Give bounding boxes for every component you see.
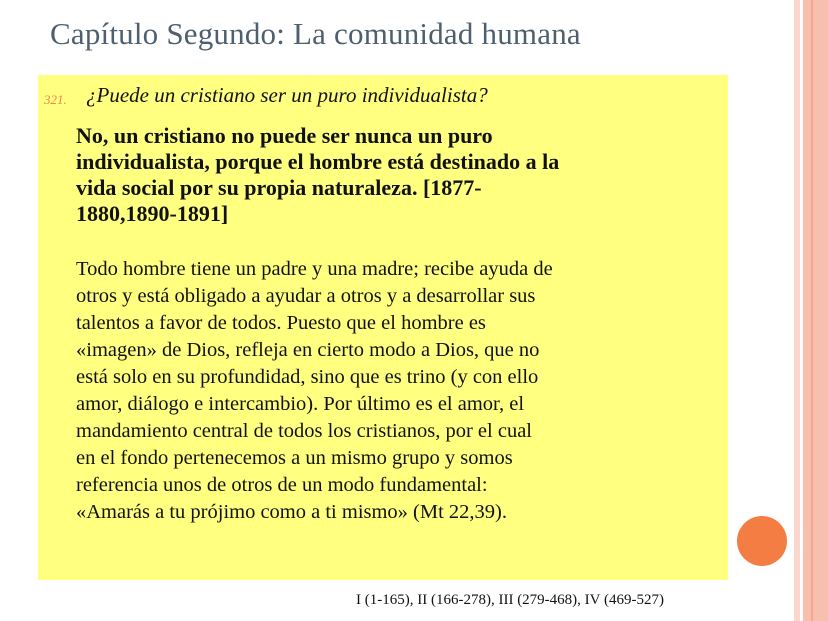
content-box (38, 75, 728, 580)
answer-line: No, un cristiano no puede ser nunca un puro (76, 123, 493, 148)
explanation-line: «imagen» de Dios, refleja en cierto modo a Dios, que no (76, 339, 540, 361)
answer-line: 1880,1890-1891] (76, 201, 229, 226)
answer-line: vida social por su propia naturaleza. [1877- (76, 175, 482, 200)
explanation-text (76, 256, 726, 526)
answer-text (76, 123, 726, 227)
question-number: 321. (44, 92, 67, 107)
right-border-stripe (803, 0, 828, 621)
explanation-line: referencia unos de otros de un modo fundamental: (76, 474, 488, 496)
explanation-line: en el fondo pertenecemos a un mismo grupo y somos (76, 447, 513, 469)
slide-title: Capítulo Segundo: La comunidad humana (50, 16, 581, 51)
question-text: ¿Puede un cristiano ser un puro individualista? (86, 83, 488, 107)
explanation-line: «Amarás a tu prójimo como a ti mismo» (Mt 22,39). (76, 501, 508, 523)
explanation-line: talentos a favor de todos. Puesto que el hombre es (76, 312, 486, 334)
accent-circle (737, 516, 787, 566)
answer-line: individualista, porque el hombre está destinado a la (76, 149, 560, 174)
explanation-line: mandamiento central de todos los cristianos, por el cual (76, 420, 532, 442)
explanation-line: otros y está obligado a ayudar a otros y a desarrollar sus (76, 285, 536, 307)
footer-reference: I (1-165), II (166-278), III (279-468), IV (469-527) (356, 592, 664, 608)
explanation-line: amor, diálogo e intercambio). Por último es el amor, el (76, 393, 525, 415)
explanation-line: está solo en su profundidad, sino que es trino (y con ello (76, 366, 539, 388)
right-border-line (811, 0, 813, 621)
explanation-line: Todo hombre tiene un padre y una madre; recibe ayuda de (76, 258, 553, 280)
